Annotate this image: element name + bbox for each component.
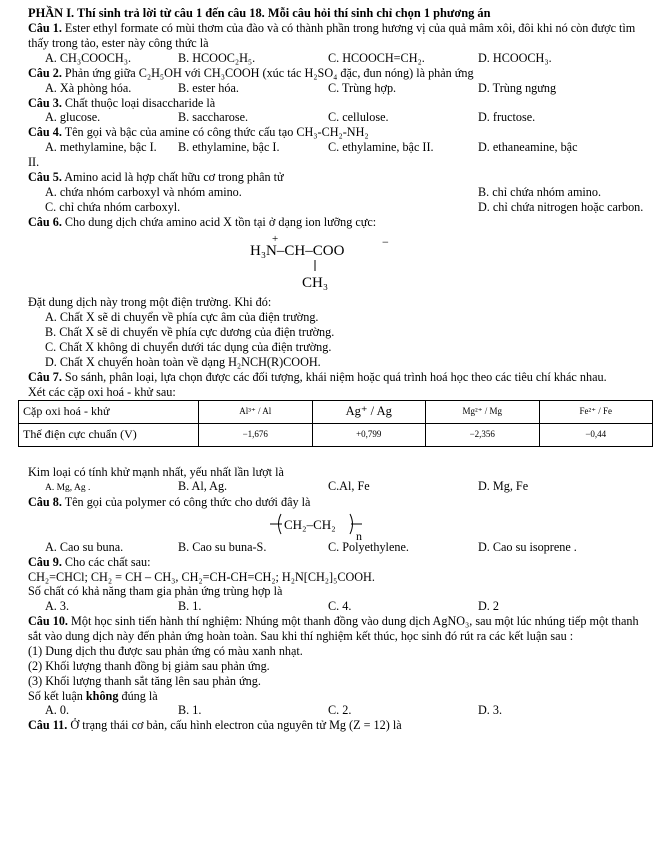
question-label: Câu 3. [28,95,62,110]
polymer-n: n [356,528,362,542]
q5-options-row2 [28,199,644,215]
blank-space [28,447,640,465]
question-6 [28,215,640,230]
option-c[interactable]: C. chỉ chứa nhóm carboxyl. [45,199,181,214]
q2-options [28,81,628,96]
redox-table [18,400,653,447]
question-label: Câu 10. [28,614,68,629]
option-a[interactable]: A. 3. [45,599,70,614]
minus-charge: − [382,235,389,250]
question-label: Câu 8. [28,494,62,509]
table-row [19,423,653,446]
question-2 [28,66,640,81]
table-header-cell: Cặp oxi hoá - khử [19,400,199,423]
option-c[interactable]: C.Al, Fe [328,479,370,494]
polymer-structure [268,510,408,542]
option-a[interactable]: A. Cao su buna. [45,539,124,554]
question-7-intro: Xét các cặp oxi hoá - khử sau: [28,384,176,399]
q3-options [28,110,628,125]
table-cell: −1,676 [199,423,313,446]
option-d[interactable]: D. Cao su isoprene . [478,539,577,554]
exam-page [23,6,644,733]
section-header: PHẦN I. Thí sinh trả lời từ câu 1 đến câu 18. Mỗi câu hỏi thí sinh chỉ chọn 1 phương án [28,6,491,20]
zwitterion-structure [248,229,448,295]
option-d[interactable]: D. ethaneamine, bậc [478,140,578,155]
q10-options [28,703,628,718]
question-text: Ở trạng thái cơ bản, cấu hình electron của nguyên tử Mg (Z = 12) là [67,718,402,733]
option-d[interactable]: D. 2 [478,599,499,614]
question-label: Câu 9. [28,554,62,569]
option-c[interactable]: C. ethylamine, bậc II. [328,140,434,155]
option-d[interactable]: D. Chất X chuyển hoàn toàn về dạng H₂NCH(R)COOH. [45,354,321,369]
option-b[interactable]: B. chỉ chứa nhóm amino. [478,184,602,199]
option-c[interactable]: C. HCOOCH=CH₂. [328,50,425,65]
question-label: Câu 2. [28,65,62,80]
question-10-stem2: Số kết luận không đúng là [28,688,158,703]
question-label: Câu 6. [28,214,62,229]
question-text: Cho dung dịch chứa amino acid X tồn tại ở dạng ion lưỡng cực: [61,214,377,229]
option-b[interactable]: B. HCOOC₂H₅. [178,50,256,65]
question-9-stem2: Số chất có khả năng tham gia phản ứng trùng hợp là [28,584,283,599]
option-b[interactable]: B. saccharose. [178,110,249,125]
option-b[interactable]: B. Chất X sẽ di chuyển về phía cực dương của điện trường. [45,325,335,340]
plus-charge: + [272,233,279,246]
option-c[interactable]: C. cellulose. [328,110,389,125]
question-text: Phản ứng giữa C₂H₅OH với CH₃COOH (xúc tác H₂SO₄ đặc, đun nóng) là phản ứng [61,65,474,80]
option-b[interactable]: B. ethylamine, bậc I. [178,140,280,155]
question-text: So sánh, phân loại, lựa chọn được các đối tượng, khái niệm hoặc quá trình hoá học theo các tiêu chí khác nhau. [61,369,607,384]
option-a[interactable]: A. Xà phòng hóa. [45,80,132,95]
question-7 [28,370,640,385]
option-b[interactable]: B. 1. [178,599,202,614]
question-label: Câu 5. [28,169,62,184]
table-cell: Ag⁺ / Ag [312,400,426,423]
option-a[interactable]: A. CH₃COOCH₃. [45,50,132,65]
table-cell: +0,799 [312,423,426,446]
option-d[interactable]: D. HCOOCH₃. [478,50,552,65]
option-a[interactable]: A. 0. [45,703,70,718]
polymer-formula [28,510,640,540]
question-text: Tên gọi của polymer có công thức cho dưới đây là [61,494,311,509]
table-cell: −2,356 [426,423,540,446]
question-text: Cho các chất sau: [61,554,151,569]
q7-options [28,479,628,495]
question-10 [28,614,640,644]
question-8 [28,495,640,510]
statement-1: (1) Dung dịch thu được sau phản ứng có màu xanh nhạt. [28,643,303,658]
option-a[interactable]: A. glucose. [45,110,101,125]
option-d[interactable]: D. chỉ chứa nitrogen hoặc carbon. [478,199,644,214]
q9-options [28,599,628,614]
option-c[interactable]: C. Polyethylene. [328,539,409,554]
table-header-cell: Thế điện cực chuẩn (V) [19,423,199,446]
question-1 [28,21,640,51]
option-c[interactable]: C. Chất X không di chuyển dưới tác dụng của điện trường. [45,340,332,354]
formula-top-text: H₃N–CH–COO [250,243,345,260]
table-cell: Al³⁺ / Al [199,400,313,423]
option-b[interactable]: B. ester hóa. [178,80,239,95]
statement-2: (2) Khối lượng thanh đồng bị giảm sau phản ứng. [28,658,270,673]
option-d[interactable]: D. fructose. [478,110,536,125]
table-cell: Mg²⁺ / Mg [426,400,540,423]
question-5 [28,170,640,185]
q5-options-row1 [28,185,628,200]
question-text: Tên gọi và bậc của amine có công thức cấu tạo CH₃-CH₂-NH₂ [61,125,369,140]
option-a[interactable]: A. chứa nhóm carboxyl và nhóm amino. [45,184,242,199]
question-text: Ester ethyl formate có mùi thơm của đào và có thành phần trong hương vị của quả mâm xôi, đôi khi nó còn được tìm thấy trong tảo, ester này công thức là [28,21,636,50]
option-c[interactable]: C. 4. [328,599,352,614]
option-b[interactable]: B. Cao su buna-S. [178,539,267,554]
statement-3: (3) Khối lượng thanh sắt tăng lên sau phản ứng. [28,673,261,688]
question-6-stem2: Đặt dung dịch này trong một điện trường. Khi đó: [28,295,272,310]
emphasis-not: không [85,688,119,703]
question-text: Chất thuộc loại disaccharide là [61,95,216,110]
formula-bottom-text: CH₃ [302,275,329,292]
zwitterion-formula [28,229,640,295]
q4-options [28,140,628,155]
question-label: Câu 7. [28,369,62,384]
table-cell: Fe²⁺ / Fe [539,400,653,423]
question-text: Một học sinh tiến hành thí nghiệm: Nhúng một thanh đồng vào dung dịch AgNO₃, sau một lúc nhúng tiếp một thanh sắt vào dung dịch này đến phản ứng hoàn toàn. Sau khi thí nghiệm kết thúc, học sinh đó rút ra các kết luận sau : [28,614,639,644]
option-a[interactable]: A. Mg, Ag . [45,483,91,494]
option-a[interactable]: A. methylamine, bậc I. [45,140,157,155]
question-label: Câu 4. [28,125,62,140]
option-b[interactable]: B. 1. [178,703,202,718]
question-3 [28,96,640,111]
polymer-unit-text: CH₂–CH₂ [284,516,336,532]
question-7-stem2: Kim loại có tính khử mạnh nhất, yếu nhất lần lượt là [28,464,284,479]
q8-options [28,540,628,555]
option-d[interactable]: D. Mg, Fe [478,479,529,494]
question-label: Câu 11. [28,718,68,733]
table-cell: −0,44 [539,423,653,446]
question-text: Amino acid là hợp chất hữu cơ trong phân tử [61,169,284,184]
q1-options [28,51,628,66]
option-d[interactable]: D. 3. [478,703,503,718]
option-c[interactable]: C. 2. [328,703,352,718]
option-c[interactable]: C. Trùng hợp. [328,80,397,95]
question-4 [28,125,640,140]
option-d-continuation: II. [28,155,40,169]
question-label: Câu 1. [28,21,62,36]
question-9-list: CH₂=CHCl; CH₂ = CH – CH₃, CH₂=CH-CH=CH₂; H₂N[CH₂]₅COOH. [28,569,375,584]
table-row [19,400,653,423]
question-11 [28,718,640,733]
option-b[interactable]: B. Al, Ag. [178,479,228,494]
option-d[interactable]: D. Trùng ngưng [478,80,557,95]
option-a[interactable]: A. Chất X sẽ di chuyển về phía cực âm của điện trường. [45,310,319,325]
question-9 [28,555,640,570]
